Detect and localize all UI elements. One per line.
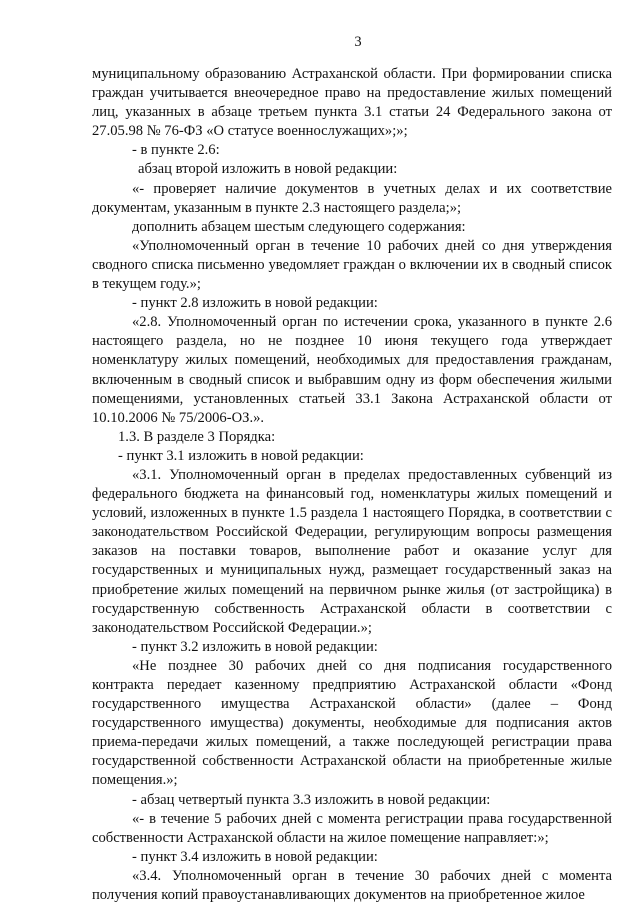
- paragraph-quote-2-8: «2.8. Уполномоченный орган по истечении срока, указанного в пункте 2.6 настоящего раздела, но не позднее 10 июня текущего года утверждает номенклатуру жилых помещений, необходимых для предоставления гражданам, включенным в сводный список и выбравшим одну из форм обеспечения жилыми помещениями, установленных статьей 33.1 Закона Астраханской области от 10.10.2006 № 75/2006-ОЗ.».: [92, 314, 612, 426]
- paragraph-item-3-2: - пункт 3.2 изложить в новой редакции:: [132, 638, 378, 655]
- paragraph-quote-proveryaet: «- проверяет наличие документов в учетных делах и их соответствие документам, указанным в пункте 2.3 настоящего раздела;»;: [92, 180, 612, 216]
- paragraph-item-2-8: - пункт 2.8 изложить в новой редакции:: [132, 295, 378, 312]
- paragraph-quote-3-2: «Не позднее 30 рабочих дней со дня подписания государственного контракта передает казенному предприятию Астраханской области «Фонд государственного имущества Астраханской области» (далее – Фонд государственного имущества) документы, необходимые для подписания актов приема-передачи жилых помещений, а также последующей регистрации права государственной собственности Астраханской области на приобретенные жилые помещения.»;: [92, 657, 612, 789]
- paragraph-continuation: муниципальному образованию Астраханской области. При формировании списка граждан учитывается внеочередное право на предоставление жилых помещений лиц, указанных в абзаце третьем пункта 3.1 статьи 24 Федерального закона от 27.05.98 № 76-ФЗ «О статусе военнослужащих»;»;: [92, 66, 612, 140]
- page-number: 3: [354, 34, 362, 50]
- paragraph-quote-3-1: «3.1. Уполномоченный орган в пределах предоставленных субвенций из федерального бюджета на финансовый год, номенклатуры жилых помещений и условий, изложенных в пункте 1.5 раздела 1 настоящего Порядка, в соответствии с законодательством Российской Федерации, регулирующим вопросы размещения заказов на поставки товаров, выполнение работ и оказание услуг для государственных и муниципальных нужд, размещает государственный заказ на приобретение жилых помещений на первичном рынке жилья (от застройщика) в государственную собственность Астраханской области в соответствии с законодательством Российской Федерации.»;: [92, 466, 612, 636]
- paragraph-quote-uvedomlyaet: «Уполномоченный орган в течение 10 рабочих дней со дня утверждения сводного списка письменно уведомляет граждан о включении их в сводный список в текущем году.»;: [92, 237, 612, 293]
- paragraph-dopolnit: дополнить абзацем шестым следующего содержания:: [132, 218, 466, 235]
- paragraph-item-3-4: - пункт 3.4 изложить в новой редакции:: [132, 848, 378, 865]
- paragraph-item-3-3: - абзац четвертый пункта 3.3 изложить в новой редакции:: [132, 791, 491, 808]
- paragraph-quote-3-3: «- в течение 5 рабочих дней с момента регистрации права государственной собственности Астраханской области на жилое помещение направляет:»;: [92, 810, 612, 846]
- paragraph-abzac-vtoroy: абзац второй изложить в новой редакции:: [138, 161, 398, 178]
- paragraph-section-1-3: 1.3. В разделе 3 Порядка:: [118, 428, 276, 445]
- paragraph-quote-3-4: «3.4. Уполномоченный орган в течение 30 рабочих дней с момента получения копий правоустанавливающих документов на приобретенное жилое: [92, 867, 612, 904]
- paragraph-item-2-6: - в пункте 2.6:: [132, 142, 220, 159]
- paragraph-item-3-1: - пункт 3.1 изложить в новой редакции:: [118, 447, 364, 464]
